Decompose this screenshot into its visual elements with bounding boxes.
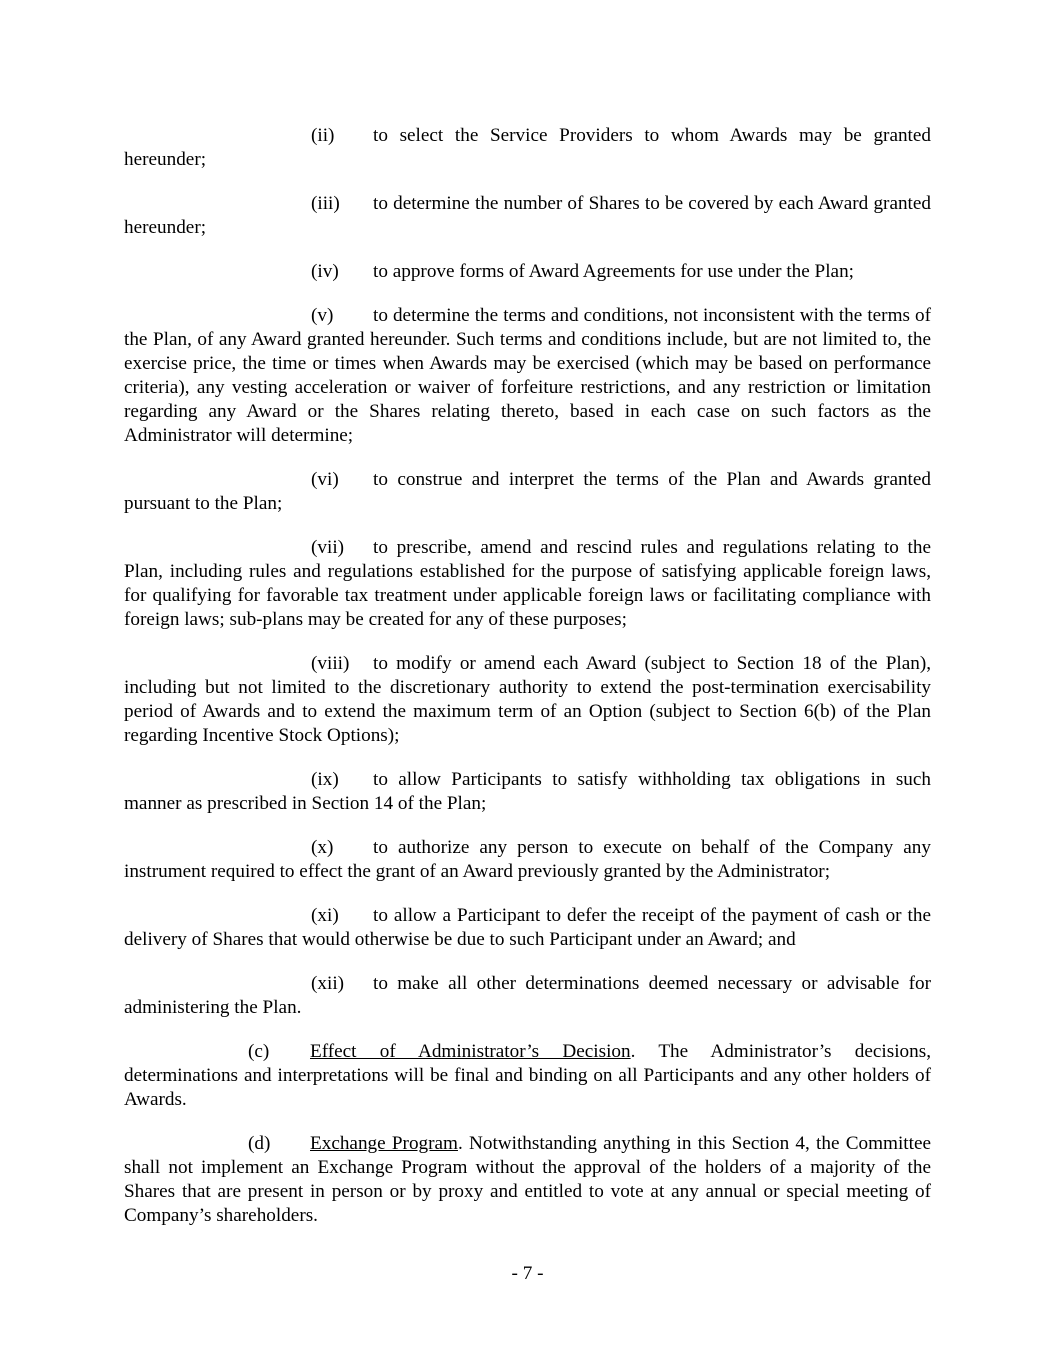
clause-ii [124, 124, 931, 172]
clause-text: to prescribe, amend and rescind rules and regulations relating to the Plan, including rules and regulations established for the purpose of satisfying applicable foreign laws, for qualifying for favorable tax treatment under applicable foreign laws or facilitating compliance with foreign laws; sub-plans may be created for any of these purposes; [124, 537, 931, 630]
clause-number: (ii) [311, 125, 335, 146]
clause-viii [124, 652, 931, 748]
document-page [124, 124, 931, 1248]
clause-text: to approve forms of Award Agreements for use under the Plan; [373, 261, 854, 282]
clause-text: to determine the terms and conditions, not inconsistent with the terms of the Plan, of any Award granted hereunder. Such terms and conditions include, but are not limited to, the exercise price, the time or times when Awards may be exercised (which may be based on performance criteria), any vesting acceleration or waiver of forfeiture restrictions, and any restriction or limitation regarding any Award or the Shares relating thereto, based in each case on such factors as the Administrator will determine; [124, 305, 931, 446]
clause-iii [124, 192, 931, 240]
clause-text: to select the Service Providers to whom Awards may be granted hereunder; [124, 125, 931, 170]
clause-text: to make all other determinations deemed necessary or advisable for administering the Plan. [124, 973, 931, 1018]
clause-number: (vi) [311, 469, 339, 490]
clause-text: to allow a Participant to defer the receipt of the payment of cash or the delivery of Shares that would otherwise be due to such Participant under an Award; and [124, 905, 931, 950]
clause-number: (iv) [311, 261, 339, 282]
clause-x [124, 836, 931, 884]
clause-iv [124, 260, 931, 284]
section-text: . The Administrator’s decisions, determinations and interpretations will be final and binding on all Participants and any other holders of Awards. [124, 1041, 931, 1110]
clause-vii [124, 536, 931, 632]
clause-text: to authorize any person to execute on behalf of the Company any instrument required to effect the grant of an Award previously granted by the Administrator; [124, 837, 931, 882]
clause-number: (xii) [311, 973, 345, 994]
clause-number: (vii) [311, 537, 345, 558]
section-d [124, 1132, 931, 1228]
clause-text: to determine the number of Shares to be covered by each Award granted hereunder; [124, 193, 931, 238]
clause-vi [124, 468, 931, 516]
clause-number: (v) [311, 305, 334, 326]
section-heading: Exchange Program [310, 1133, 458, 1154]
clause-text: to modify or amend each Award (subject to Section 18 of the Plan), including but not limited to the discretionary authority to extend the post-termination exercisability period of Awards and to extend the maximum term of an Option (subject to Section 6(b) of the Plan regarding Incentive Stock Options); [124, 653, 931, 746]
clause-xii [124, 972, 931, 1020]
clause-number: (x) [311, 837, 334, 858]
section-letter: (c) [248, 1041, 270, 1062]
clause-text: to construe and interpret the terms of the Plan and Awards granted pursuant to the Plan; [124, 469, 931, 514]
clause-number: (xi) [311, 905, 339, 926]
clause-v [124, 304, 931, 448]
section-letter: (d) [248, 1133, 271, 1154]
section-text: . Notwithstanding anything in this Section 4, the Committee shall not implement an Exchange Program without the approval of the holders of a majority of the Shares that are present in person or by proxy and entitled to vote at any annual or special meeting of Company’s shareholders. [124, 1133, 931, 1226]
clause-number: (ix) [311, 769, 339, 790]
section-c [124, 1040, 931, 1112]
section-heading: Effect of Administrator’s Decision [310, 1041, 631, 1062]
clause-number: (viii) [311, 653, 350, 674]
clause-number: (iii) [311, 193, 340, 214]
clause-text: to allow Participants to satisfy withholding tax obligations in such manner as prescribed in Section 14 of the Plan; [124, 769, 931, 814]
page-number: - 7 - [511, 1263, 544, 1284]
clause-ix [124, 768, 931, 816]
clause-xi [124, 904, 931, 952]
